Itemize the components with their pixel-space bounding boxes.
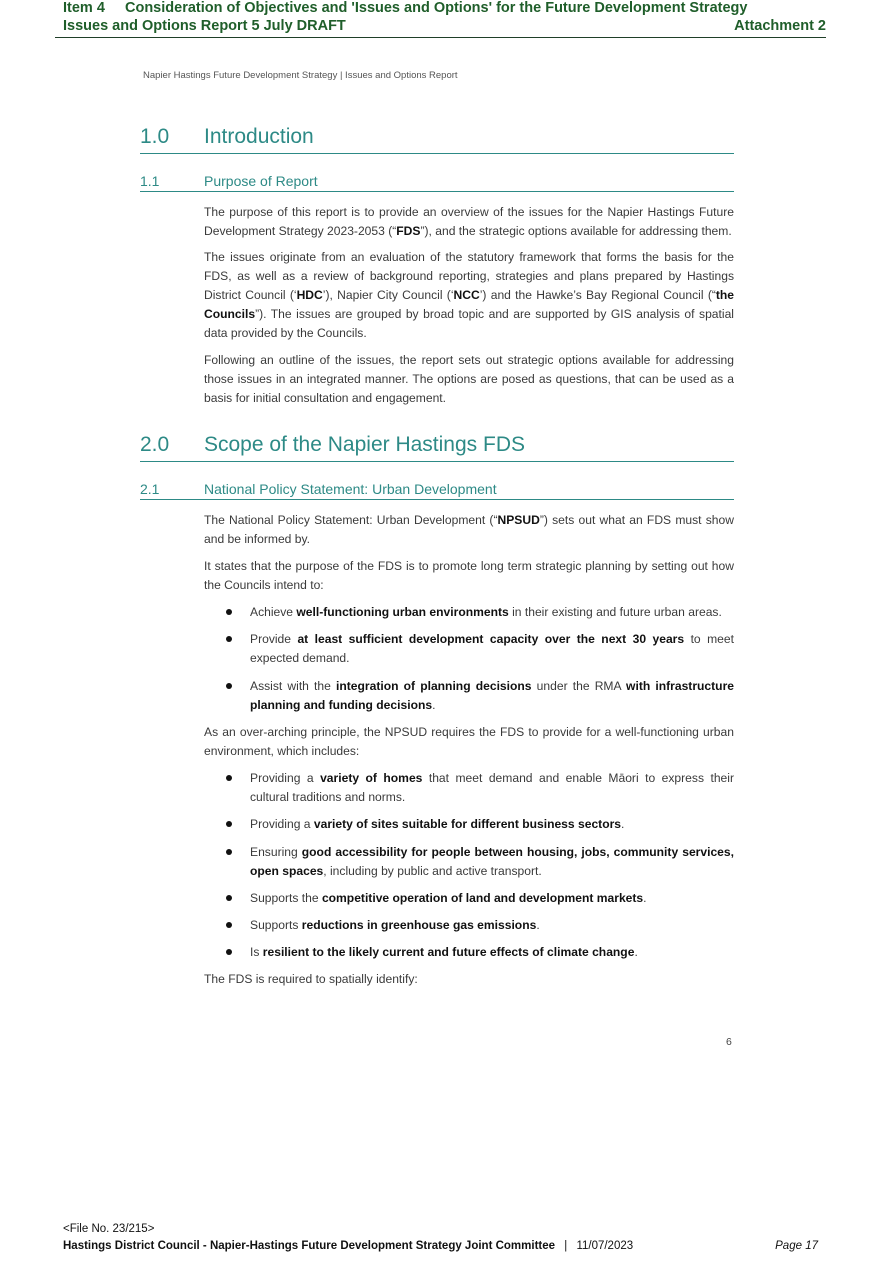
subsection-title: National Policy Statement: Urban Development xyxy=(204,481,497,497)
list-item: Providing a variety of sites suitable for different business sectors. xyxy=(250,817,625,831)
paragraph-overarching-principle: As an over-arching principle, the NPSUD requires the FDS to provide for a well-functioning urban environment, which includes: xyxy=(204,725,734,758)
paragraph-purpose: The purpose of this report is to provide an overview of the issues for the Napier Hastings Future Development Strategy 2023-2053 (“FDS”), and the strategic options available for addressing them. xyxy=(204,205,734,238)
list-item: Supports the competitive operation of land and development markets. xyxy=(250,891,647,905)
header-attachment: Attachment 2 xyxy=(734,18,826,34)
section-title: Introduction xyxy=(204,125,314,148)
paragraph-spatially-identify: The FDS is required to spatially identify: xyxy=(204,972,418,986)
section-heading-scope xyxy=(140,433,734,462)
section-number: 2.0 xyxy=(140,433,170,456)
header-divider xyxy=(55,37,826,38)
paragraph-issues-origin: The issues originate from an evaluation of the statutory framework that forms the basis for the FDS, as well as a review of background reporting, strategies and plans prepared by Hastings District Council (‘HDC’), Napier City Council (‘NCC’) and the Hawke’s Bay Regional Council (“the Councils”). The issues are grouped by broad topic and are supported by GIS analysis of spatial data provided by the Councils. xyxy=(204,250,735,340)
list-item: Providing a variety of homes that meet demand and enable Māori to express their cultural traditions and norms. xyxy=(250,771,734,804)
subsection-heading-npsud xyxy=(140,481,734,500)
subsection-number: 1.1 xyxy=(140,173,160,189)
header-subtitle: Issues and Options Report 5 July DRAFT xyxy=(63,18,346,34)
paragraph-npsud-intro: The National Policy Statement: Urban Development (“NPSUD”) sets out what an FDS must show and be informed by. xyxy=(204,513,734,546)
section-number: 1.0 xyxy=(140,125,170,148)
header-subtitle-line xyxy=(63,18,826,34)
bullet-icon xyxy=(226,636,232,642)
bullet-icon xyxy=(226,775,232,781)
bullet-icon xyxy=(226,849,232,855)
footer-file-number: <File No. 23/215> xyxy=(63,1223,155,1235)
list-item: Ensuring good accessibility for people between housing, jobs, community services, open spaces, including by public and active transport. xyxy=(250,845,734,878)
paragraph-fds-purpose: It states that the purpose of the FDS is to promote long term strategic planning by setting out how the Councils intend to: xyxy=(204,559,734,592)
section-title: Scope of the Napier Hastings FDS xyxy=(204,433,525,456)
bullet-icon xyxy=(226,922,232,928)
subsection-number: 2.1 xyxy=(140,481,160,497)
bullet-icon xyxy=(226,949,232,955)
footer-line xyxy=(63,1240,818,1252)
list-item: Supports reductions in greenhouse gas emissions. xyxy=(250,918,540,932)
header-item: Item 4 xyxy=(63,0,105,16)
list-item: Assist with the integration of planning decisions under the RMA with infrastructure planning and funding decisions. xyxy=(250,679,734,712)
footer-date: 11/07/2023 xyxy=(576,1240,634,1252)
footer-separator: | xyxy=(564,1240,568,1252)
bullet-icon xyxy=(226,821,232,827)
subsection-title: Purpose of Report xyxy=(204,173,318,189)
list-item: Provide at least sufficient development capacity over the next 30 years to meet expected demand. xyxy=(250,632,734,665)
section-heading-introduction xyxy=(140,125,734,154)
page-number: 6 xyxy=(726,1036,732,1048)
bullet-icon xyxy=(226,683,232,689)
header-title-line xyxy=(63,0,826,16)
header-title: Consideration of Objectives and 'Issues and Options' for the Future Development Strategy xyxy=(125,0,748,16)
paragraph-options-outline: Following an outline of the issues, the report sets out strategic options available for addressing those issues in an integrated manner. The options are posed as questions, that can be used as a basis for initial consultation and engagement. xyxy=(204,353,734,405)
footer-page: Page 17 xyxy=(775,1240,818,1252)
footer-committee: Hastings District Council - Napier-Hastings Future Development Strategy Joint Committee xyxy=(63,1240,556,1252)
list-item: Achieve well-functioning urban environments in their existing and future urban areas. xyxy=(250,605,722,619)
subsection-heading-purpose xyxy=(140,173,734,192)
bullet-icon xyxy=(226,609,232,615)
bullet-icon xyxy=(226,895,232,901)
running-header: Napier Hastings Future Development Strategy | Issues and Options Report xyxy=(143,70,458,81)
list-item: Is resilient to the likely current and future effects of climate change. xyxy=(250,945,638,959)
